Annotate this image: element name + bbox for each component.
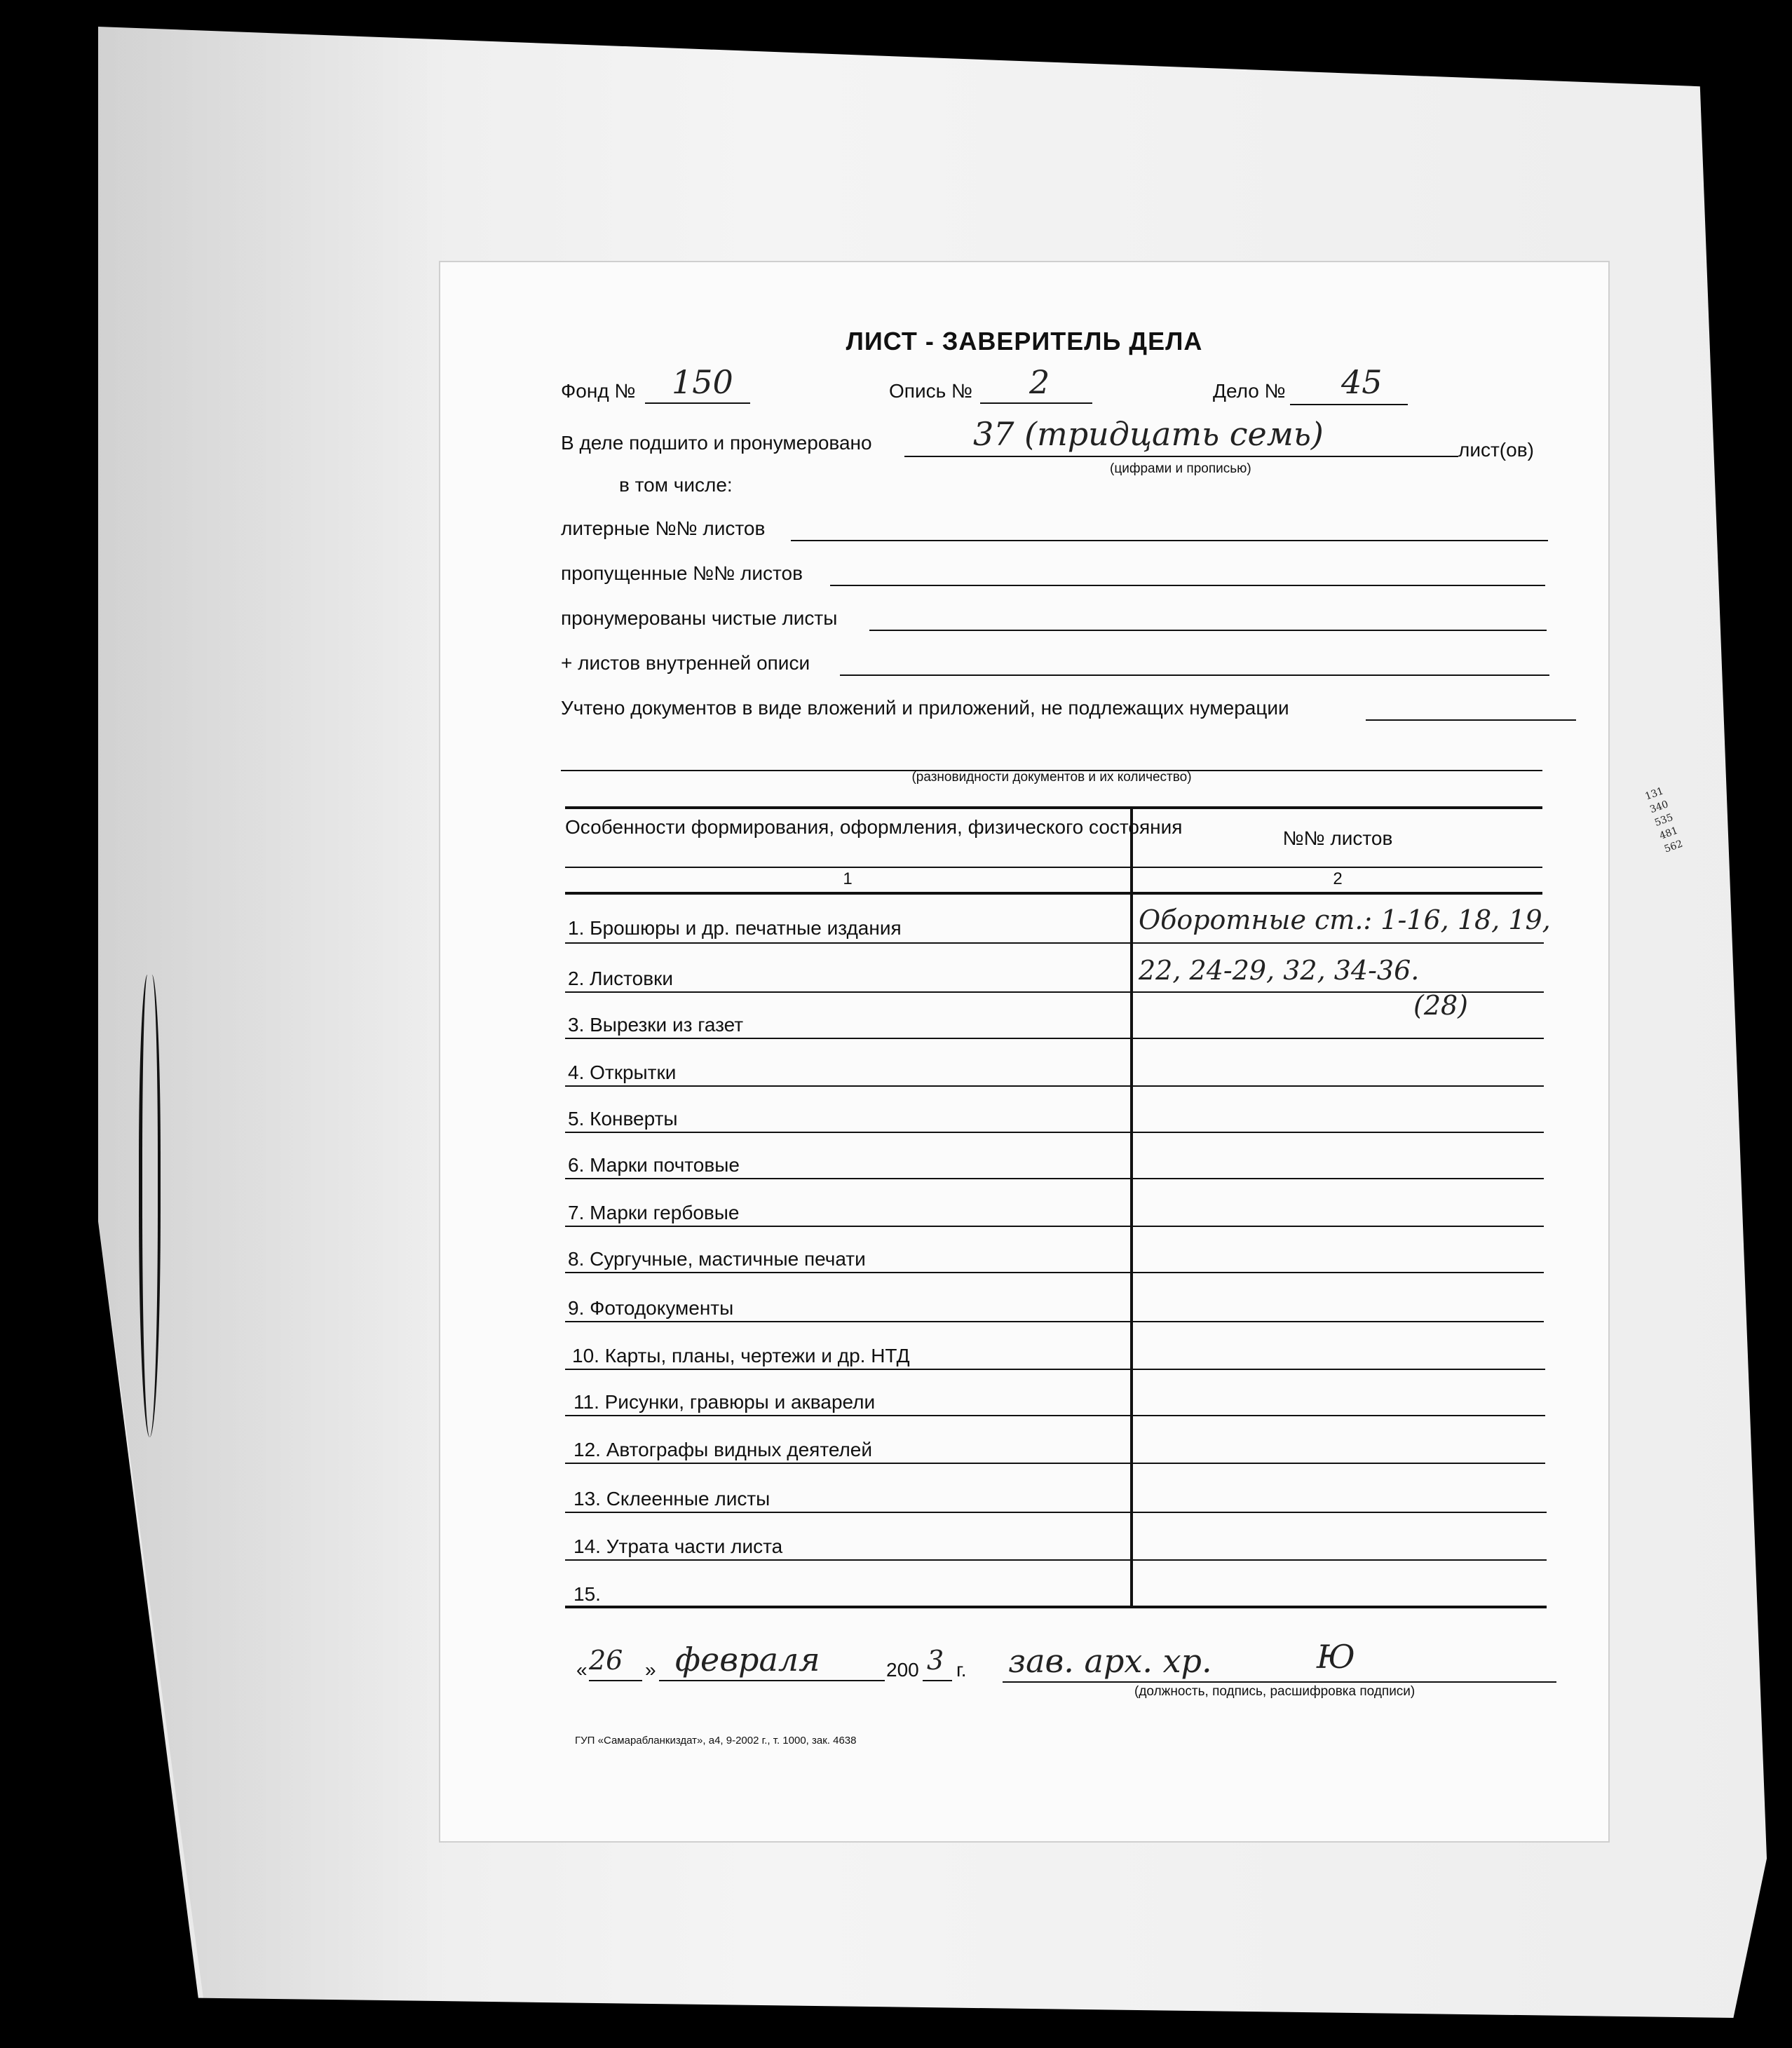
col1-header: Особенности формирования, оформления, физического состояния	[565, 816, 1183, 838]
attachments-line	[1366, 719, 1576, 721]
inventory-sheets-line	[840, 674, 1549, 676]
date-quote-open: «	[576, 1659, 588, 1681]
signature-hint: (должность, подпись, расшифровка подписи)	[1134, 1684, 1416, 1699]
table-row-label: 15.	[573, 1583, 601, 1605]
delo-label: Дело №	[1213, 380, 1286, 402]
table-row-line	[565, 1512, 1547, 1513]
col2-header: №№ листов	[1282, 827, 1393, 849]
sheets-unit: лист(ов)	[1458, 439, 1534, 461]
doc-types-hint: (разновидности документов и их количество)	[911, 770, 1192, 785]
table-row-line	[565, 1038, 1544, 1039]
table-row-line	[565, 1085, 1544, 1087]
date-day: 26	[589, 1645, 623, 1676]
including-label: в том числе:	[619, 474, 733, 496]
fond-value: 150	[672, 363, 733, 401]
table-row-line	[565, 1463, 1545, 1464]
table-column-divider	[1130, 808, 1133, 1607]
table-row-label: 10. Карты, планы, чертежи и др. НТД	[572, 1345, 910, 1367]
sheet-title: ЛИСТ - ЗАВЕРИТЕЛЬ ДЕЛА	[846, 327, 1203, 355]
table-row-line	[565, 1272, 1544, 1273]
table-row-label: 3. Вырезки из газет	[568, 1014, 744, 1036]
table-row-label: 13. Склеенные листы	[573, 1488, 771, 1510]
literal-sheets-label: литерные №№ листов	[561, 517, 766, 539]
margin-note-line: 481	[1657, 825, 1680, 842]
table-row-label: 2. Листовки	[568, 968, 673, 989]
delo-underline	[1290, 404, 1408, 405]
position-title: зав. арх. хр.	[1008, 1642, 1212, 1680]
sheets-hint: (цифрами и прописью)	[1110, 461, 1251, 476]
printer-imprint: ГУП «Самарабланкиздат», а4, 9-2002 г., т. 1000, зак. 4638	[575, 1735, 857, 1747]
opis-label: Опись №	[889, 380, 972, 402]
skipped-sheets-label: пропущенные №№ листов	[561, 562, 803, 584]
month-underline	[659, 1680, 885, 1681]
handwritten-sheets-line-2: 22, 24-29, 32, 34-36.	[1139, 955, 1420, 986]
table-row-label: 7. Марки гербовые	[568, 1202, 740, 1223]
handwritten-sheets-total: (28)	[1413, 990, 1469, 1021]
signature-underline	[1003, 1681, 1556, 1683]
table-row-line	[565, 1226, 1544, 1227]
table-row-label: 11. Рисунки, гравюры и акварели	[573, 1391, 876, 1413]
date-quote-close: »	[645, 1659, 656, 1681]
margin-note-line: 131	[1643, 785, 1665, 803]
opis-underline	[980, 402, 1092, 404]
margin-note-line: 535	[1653, 811, 1675, 829]
table-row-line	[565, 1178, 1544, 1179]
table-bottom-border	[565, 1606, 1547, 1608]
day-underline	[589, 1680, 642, 1681]
table-row-line	[565, 1321, 1544, 1322]
binding-string	[139, 975, 161, 1437]
table-row-label: 14. Утрата части листа	[573, 1535, 783, 1557]
year-prefix: 200	[886, 1659, 919, 1681]
signature: Ю	[1317, 1638, 1355, 1676]
table-row-label: 12. Автографы видных деятелей	[573, 1439, 873, 1460]
table-top-border	[565, 806, 1542, 809]
col2-number: 2	[1333, 869, 1343, 888]
sheets-label: В деле подшито и пронумеровано	[561, 432, 872, 454]
year-suffix: 3	[927, 1645, 944, 1676]
table-row-line	[565, 991, 1544, 993]
year-unit: г.	[956, 1659, 967, 1681]
sheets-value: 37 (тридцать семь)	[973, 415, 1324, 453]
table-row-label: 8. Сургучные, мастичные печати	[568, 1248, 866, 1270]
handwritten-sheets-line-1: Оборотные ст.: 1-16, 18, 19,	[1139, 904, 1551, 935]
table-row-label: 4. Открытки	[568, 1062, 677, 1083]
table-row-line	[565, 942, 1544, 944]
delo-value: 45	[1341, 363, 1383, 401]
table-row-label: 1. Брошюры и др. печатные издания	[568, 917, 902, 939]
table-row-line	[565, 1369, 1545, 1370]
table-row-label: 9. Фотодокументы	[568, 1297, 734, 1319]
date-month: февраля	[675, 1641, 820, 1679]
certification-sheet	[440, 262, 1608, 1841]
literal-sheets-line	[791, 540, 1548, 541]
blank-sheets-line	[869, 630, 1547, 631]
inventory-sheets-label: + листов внутренней описи	[561, 652, 810, 674]
attachments-label: Учтено документов в виде вложений и приложений, не подлежащих нумерации	[561, 697, 1289, 719]
sheets-underline	[904, 456, 1458, 457]
skipped-sheets-line	[830, 585, 1545, 586]
table-row-label: 6. Марки почтовые	[568, 1154, 740, 1176]
margin-note-line: 562	[1662, 838, 1685, 855]
fond-label: Фонд №	[561, 380, 636, 402]
table-row-line	[565, 1559, 1547, 1561]
margin-note-line: 340	[1648, 799, 1670, 816]
col1-number: 1	[843, 869, 853, 888]
opis-value: 2	[1029, 363, 1050, 401]
table-row-label: 5. Конверты	[568, 1108, 678, 1130]
header-bottom-border	[565, 892, 1542, 895]
table-row-line	[565, 1415, 1545, 1416]
fond-underline	[645, 402, 750, 404]
header-divider	[565, 867, 1542, 868]
year-underline	[923, 1680, 952, 1681]
table-row-line	[565, 1132, 1544, 1133]
blank-sheets-label: пронумерованы чистые листы	[561, 607, 838, 629]
